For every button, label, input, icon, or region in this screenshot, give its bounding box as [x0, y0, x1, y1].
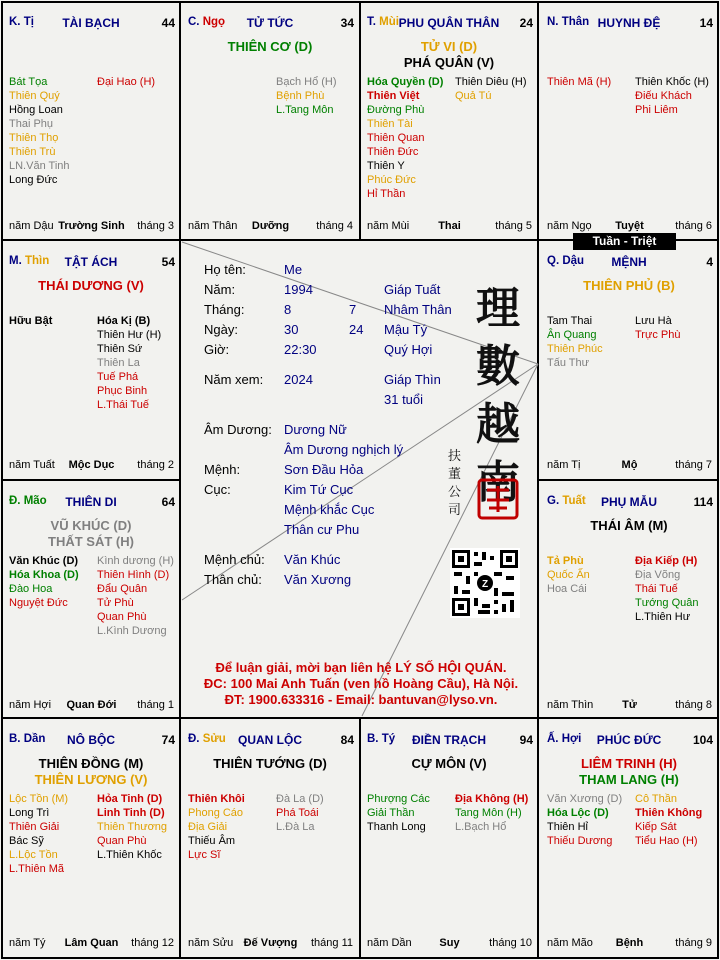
star: Đào Hoa [9, 583, 53, 595]
palace-branch-part: T. [367, 16, 380, 28]
gio-can-chi: Quý Hợi [384, 342, 433, 357]
calligraphy-char-2: 數 [476, 341, 520, 392]
menh-chu-label: Mệnh chủ: [204, 552, 265, 567]
palace-number: 54 [161, 255, 175, 269]
contact-address: ĐC: 100 Mai Anh Tuấn (ven hồ Hoàng Cầu), Hà Nội. [203, 676, 519, 691]
footer-year: năm Dần [367, 937, 412, 949]
main-stars [540, 756, 718, 788]
star: Bệnh Phù [276, 90, 325, 102]
right-stars [97, 314, 161, 412]
right-stars [635, 554, 699, 624]
footer-month: tháng 12 [131, 937, 174, 949]
left-stars [547, 314, 603, 370]
footer-phase: Mộc Dục [68, 459, 115, 471]
star: Quả Tú [455, 90, 492, 102]
palace-hoi[interactable] [540, 719, 718, 957]
menh-value: Sơn Đầu Hỏa [284, 462, 364, 477]
star: Quốc Ấn [547, 569, 590, 581]
main-star: THIÊN CƠ (D) [227, 39, 313, 54]
than-chu-value: Văn Xương [284, 572, 352, 587]
footer-phase: Thai [438, 220, 461, 232]
footer-month: tháng 10 [489, 937, 532, 949]
palace-branch-part: Q. Dậu [547, 255, 585, 267]
star: Địa Kiếp (H) [635, 555, 698, 567]
footer-phase: Quan Đới [66, 699, 117, 711]
star: Thiên Mã (H) [547, 76, 612, 88]
main-stars [2, 278, 180, 294]
footer-month: tháng 4 [316, 220, 353, 232]
svg-text:Z: Z [481, 579, 489, 590]
palace-ty[interactable] [360, 719, 538, 957]
palace-branch-part: Ngọ [202, 16, 226, 28]
palace-tuat[interactable] [540, 481, 718, 719]
right-stars [635, 314, 680, 342]
palace-name: TÀI BẠCH [62, 16, 120, 30]
star: Văn Xương (D) [547, 793, 623, 805]
palace-branch-part: B. Dần [9, 733, 46, 745]
star: Hóa Quyền (D) [367, 76, 444, 88]
cuc-relation: Mệnh khắc Cục [284, 502, 375, 517]
than-cu: Thân cư Phu [284, 522, 360, 537]
star: Thiên Tài [367, 118, 413, 130]
tuan-triet-badge: Tuần - Triệt [573, 233, 676, 250]
palace-number: 94 [519, 733, 533, 747]
right-stars [276, 75, 337, 117]
star: Thiên Không [635, 807, 703, 819]
star: Bạch Hổ (H) [276, 76, 337, 88]
ho-ten-value: Me [284, 262, 303, 277]
star: Cô Thần [635, 793, 677, 805]
ho-ten-label: Họ tên: [204, 262, 246, 277]
star: Địa Võng [635, 569, 681, 581]
footer-year: năm Mùi [367, 220, 410, 232]
star: Thiên Quan [367, 132, 425, 144]
star: Tam Thai [547, 315, 593, 327]
star: Hoa Cái [547, 583, 587, 595]
footer-year: năm Ngọ [547, 220, 592, 232]
footer-phase: Bệnh [615, 937, 644, 949]
star: Tuế Phá [97, 371, 139, 383]
star: Thai Phụ [9, 118, 54, 130]
footer-phase: Lâm Quan [64, 937, 119, 949]
right-stars [455, 792, 528, 834]
palace-branch-part: N. Thân [547, 16, 590, 28]
palace-suu[interactable] [181, 719, 359, 957]
palace-branch-part: B. Tý [367, 733, 396, 745]
thang-am-value: 7 [349, 302, 357, 317]
nam-value: 1994 [284, 282, 313, 297]
nam-xem-value: 2024 [284, 372, 313, 387]
palace-name: HUYNH ĐỆ [597, 16, 661, 30]
palace-than[interactable] [540, 2, 718, 240]
footer-month: tháng 3 [137, 220, 174, 232]
star: L.Thái Tuế [97, 399, 149, 411]
palace-number: 74 [161, 733, 175, 747]
thang-value: 8 [284, 302, 292, 317]
star: L.Đà La [276, 821, 315, 833]
star: L.Kình Dương [97, 625, 167, 637]
am-duong-ly: Âm Dương nghịch lý [284, 442, 404, 457]
star: Thiên Thương [97, 821, 168, 833]
footer-year: năm Thân [188, 220, 238, 232]
main-stars [181, 39, 359, 55]
left-stars [9, 792, 68, 876]
right-stars [97, 554, 174, 638]
palace-mui[interactable] [360, 2, 538, 240]
star: Lực Sĩ [188, 849, 221, 861]
main-star: CỰ MÔN (V) [411, 756, 487, 771]
star: Bát Tọa [9, 76, 48, 88]
palace-ti[interactable] [2, 2, 180, 240]
footer-month: tháng 9 [675, 937, 712, 949]
left-stars [9, 554, 79, 610]
star: Thiên Hư (H) [97, 329, 162, 341]
main-star: THIÊN PHỦ (B) [583, 278, 675, 293]
main-star: THÁI DƯƠNG (V) [38, 278, 144, 293]
star: Thiên Trù [9, 146, 56, 158]
left-stars [547, 554, 590, 596]
palace-name: PHU QUÂN THÂN [398, 16, 500, 30]
nam-can-chi: Giáp Tuất [384, 282, 441, 297]
main-star: THIÊN TƯỚNG (D) [213, 756, 327, 771]
star: Lưu Hà [635, 315, 672, 327]
footer-year: năm Tị [547, 459, 581, 471]
footer-phase: Dưỡng [251, 220, 290, 232]
right-stars [276, 792, 324, 834]
star: Hồng Loan [9, 104, 63, 116]
footer-month: tháng 5 [495, 220, 532, 232]
red-seal-icon [477, 478, 519, 520]
palace-dan[interactable] [2, 719, 180, 957]
star: L.Bạch Hổ [455, 821, 507, 833]
ngay-can-chi: Mậu Tý [384, 322, 428, 337]
star: Giải Thần [367, 807, 415, 819]
star: Thiên Thọ [9, 132, 59, 144]
right-stars [635, 792, 702, 848]
star: Phá Toái [276, 807, 319, 819]
palace-thin[interactable] [2, 241, 180, 479]
star: Thiên Hỉ [547, 821, 588, 833]
left-stars [367, 75, 443, 201]
palace-number: 44 [161, 16, 175, 30]
main-star: THIÊN ĐỒNG (M) [38, 756, 144, 771]
nam-label: Năm: [204, 282, 236, 297]
star: Tiểu Hao (H) [635, 835, 698, 847]
palace-name: ĐIỀN TRẠCH [412, 733, 486, 747]
star: Hỏa Tinh (D) [97, 793, 163, 805]
star: Kình dương (H) [97, 555, 174, 567]
palace-branch-part: Ấ. Hợi [547, 733, 582, 745]
star: Long Trì [9, 807, 50, 819]
star: Địa Giải [188, 821, 228, 833]
footer-phase: Trường Sinh [58, 220, 125, 232]
footer-month: tháng 2 [137, 459, 174, 471]
palace-name: TẬT ÁCH [64, 255, 118, 269]
tuoi-value: 31 tuổi [384, 392, 424, 407]
footer-year: năm Dậu [9, 220, 54, 232]
palace-branch-part: Thìn [24, 255, 50, 267]
star: Tử Phù [97, 597, 134, 609]
footer-month: tháng 1 [137, 699, 174, 711]
star: Tấu Thư [547, 357, 590, 369]
star: Thanh Long [367, 821, 426, 833]
star: Thiên Quý [9, 90, 60, 102]
right-stars [455, 75, 527, 103]
than-chu-label: Thân chủ: [204, 572, 262, 587]
thang-can-chi: Nhâm Thân [384, 302, 452, 317]
star: L.Lộc Tồn [9, 849, 58, 861]
star: Lộc Tồn (M) [9, 793, 69, 805]
star: Thiên Khốc (H) [635, 76, 709, 88]
star: Tướng Quân [635, 597, 699, 609]
footer-phase: Suy [439, 937, 460, 949]
calligraphy-char-3: 越 [476, 399, 520, 450]
main-stars [360, 39, 538, 71]
palace-name: MỆNH [611, 255, 647, 269]
footer-year: năm Hợi [9, 699, 52, 711]
star: L.Thiên Khốc [97, 849, 162, 861]
star: Thiên Y [367, 160, 405, 172]
star: Phục Binh [97, 385, 148, 397]
palace-name: NÔ BỘC [67, 733, 115, 747]
star: Đẩu Quân [97, 583, 148, 595]
star: Long Đức [9, 174, 58, 186]
star: Thiếu Dương [547, 835, 613, 847]
star: L.Tang Môn [276, 104, 334, 116]
palace-mao[interactable] [2, 481, 180, 719]
right-stars [97, 792, 167, 862]
star: Đường Phù [367, 104, 425, 116]
palace-branch-part: K. Tị [9, 16, 34, 28]
star: Thiên Đức [367, 146, 419, 158]
ngay-value: 30 [284, 322, 299, 337]
star: Thiên La [97, 357, 140, 369]
main-star: THAM LANG (H) [579, 772, 679, 787]
main-star: VŨ KHÚC (D) [50, 518, 132, 533]
main-stars [360, 756, 538, 772]
star: LN.Văn Tinh [9, 160, 70, 172]
palace-number: 104 [692, 733, 713, 747]
calligraphy-char-1: 理 [476, 283, 520, 334]
main-stars [2, 518, 180, 550]
main-star: LIÊM TRINH (H) [580, 756, 678, 771]
footer-month: tháng 7 [675, 459, 712, 471]
main-stars [540, 518, 718, 534]
palace-branch-part: Sửu [202, 733, 226, 745]
star: Hóa Lộc (D) [547, 807, 609, 819]
palace-name: QUAN LỘC [238, 733, 302, 747]
palace-branch-part: Đ. Mão [9, 495, 47, 507]
star: Đại Hao (H) [97, 76, 156, 88]
star: Địa Không (H) [455, 793, 529, 805]
palace-number: 84 [340, 733, 354, 747]
palace-number: 14 [699, 16, 713, 30]
contact-line-1: Để luận giải, mời bạn liên hệ LÝ SỐ HỘI QUÁN. [215, 660, 507, 675]
am-duong-value: Dương Nữ [284, 422, 347, 437]
star: Bác Sỹ [9, 835, 44, 847]
star: Phúc Đức [367, 174, 416, 186]
qr-code-icon [450, 548, 520, 618]
palace-branch-part: Tuất [562, 495, 586, 507]
star: Điếu Khách [635, 90, 692, 102]
star: Thiên Phúc [547, 343, 603, 355]
star: Hỉ Thần [367, 188, 406, 200]
star: Tang Môn (H) [455, 807, 522, 819]
main-stars [2, 756, 180, 788]
nam-xem-label: Năm xem: [204, 372, 264, 387]
cuc-label: Cục: [204, 482, 231, 497]
star: Đà La (D) [276, 793, 324, 805]
footer-phase: Tử [622, 699, 637, 711]
star: Nguyệt Đức [9, 597, 68, 609]
palace-branch-part: G. [547, 495, 563, 507]
star: L.Thiên Hư [635, 611, 691, 623]
left-stars [188, 792, 245, 862]
ngay-am-value: 24 [349, 322, 364, 337]
star: Trực Phù [635, 329, 681, 341]
gio-label: Giờ: [204, 342, 230, 357]
main-star: PHÁ QUÂN (V) [403, 55, 495, 70]
star: Quan Phù [97, 611, 147, 623]
gio-value: 22:30 [284, 342, 317, 357]
left-stars [9, 75, 70, 187]
palace-dau[interactable] [540, 241, 718, 479]
star: Phượng Các [367, 793, 430, 805]
footer-year: năm Mão [547, 937, 593, 949]
palace-name: TỬ TỨC [246, 16, 294, 30]
footer-month: tháng 8 [675, 699, 712, 711]
footer-phase: Mộ [621, 459, 638, 471]
main-star: THIÊN LƯƠNG (V) [34, 772, 148, 787]
footer-phase: Tuyệt [615, 220, 644, 232]
star: Văn Khúc (D) [9, 555, 79, 567]
star: Thiếu Âm [188, 835, 236, 847]
star: Thái Tuế [635, 583, 678, 595]
menh-label: Mệnh: [204, 462, 241, 477]
main-star: TỬ VI (D) [420, 39, 478, 54]
left-stars [547, 75, 611, 89]
star: L.Thiên Mã [9, 863, 65, 875]
star: Quan Phù [97, 835, 147, 847]
star: Thiên Việt [367, 90, 420, 102]
footer-year: năm Tý [9, 937, 46, 949]
palace-name: PHỤ MẪU [601, 495, 657, 509]
footer-month: tháng 6 [675, 220, 712, 232]
palace-number: 4 [706, 255, 713, 269]
left-stars [9, 314, 52, 328]
star: Ân Quang [547, 329, 597, 341]
main-star: THẤT SÁT (H) [48, 534, 134, 549]
left-stars [547, 792, 622, 848]
star: Tả Phù [547, 555, 584, 567]
ngay-label: Ngày: [204, 322, 238, 337]
main-stars [540, 278, 718, 294]
main-star: THÁI ÂM (M) [590, 518, 668, 533]
palace-number: 114 [693, 495, 713, 509]
palace-ngo[interactable] [181, 2, 359, 240]
palace-number: 34 [340, 16, 354, 30]
nam-xem-can-chi: Giáp Thìn [384, 372, 441, 387]
star: Phi Liêm [635, 104, 678, 116]
calligraphy-char-4: 南 [476, 457, 520, 508]
cuc-value: Kim Tứ Cục [284, 482, 354, 497]
footer-year: năm Tuất [9, 459, 55, 471]
star: Linh Tinh (D) [97, 807, 165, 819]
seal-side-text: 扶 董 公 司 [448, 449, 462, 518]
palace-name: PHÚC ĐỨC [596, 733, 662, 747]
star: Thiên Hình (D) [97, 569, 170, 581]
right-stars [97, 75, 155, 89]
footer-year: năm Thìn [547, 699, 594, 711]
palace-number: 24 [519, 16, 533, 30]
right-stars [635, 75, 709, 117]
star: Hữu Bật [9, 315, 53, 327]
star: Hóa Kị (B) [97, 315, 151, 327]
menh-chu-value: Văn Khúc [284, 552, 341, 567]
main-stars [181, 756, 359, 772]
palace-number: 64 [161, 495, 175, 509]
star: Thiên Diêu (H) [455, 76, 527, 88]
left-stars [367, 792, 430, 834]
star: Phong Cáo [188, 807, 244, 819]
contact-phone-email[interactable]: ĐT: 1900.633316 - Email: bantuvan@lyso.vn. [224, 692, 498, 707]
palace-branch-part: M. [9, 255, 25, 267]
footer-month: tháng 11 [310, 937, 353, 949]
star: Thiên Khôi [188, 793, 245, 805]
star: Kiếp Sát [635, 821, 677, 833]
star: Thiên Sứ [97, 343, 143, 355]
footer-year: năm Sửu [188, 937, 234, 949]
palace-branch-part: Đ. [188, 733, 203, 745]
star: Hóa Khoa (D) [9, 569, 79, 581]
thang-label: Tháng: [204, 302, 245, 317]
palace-name: THIÊN DI [65, 495, 117, 509]
am-duong-label: Âm Dương: [204, 422, 272, 437]
star: Thiên Giải [9, 821, 60, 833]
palace-branch-part: C. [188, 16, 203, 28]
footer-phase: Đế Vượng [243, 937, 298, 949]
palace-branch-part: Mùi [379, 16, 399, 28]
